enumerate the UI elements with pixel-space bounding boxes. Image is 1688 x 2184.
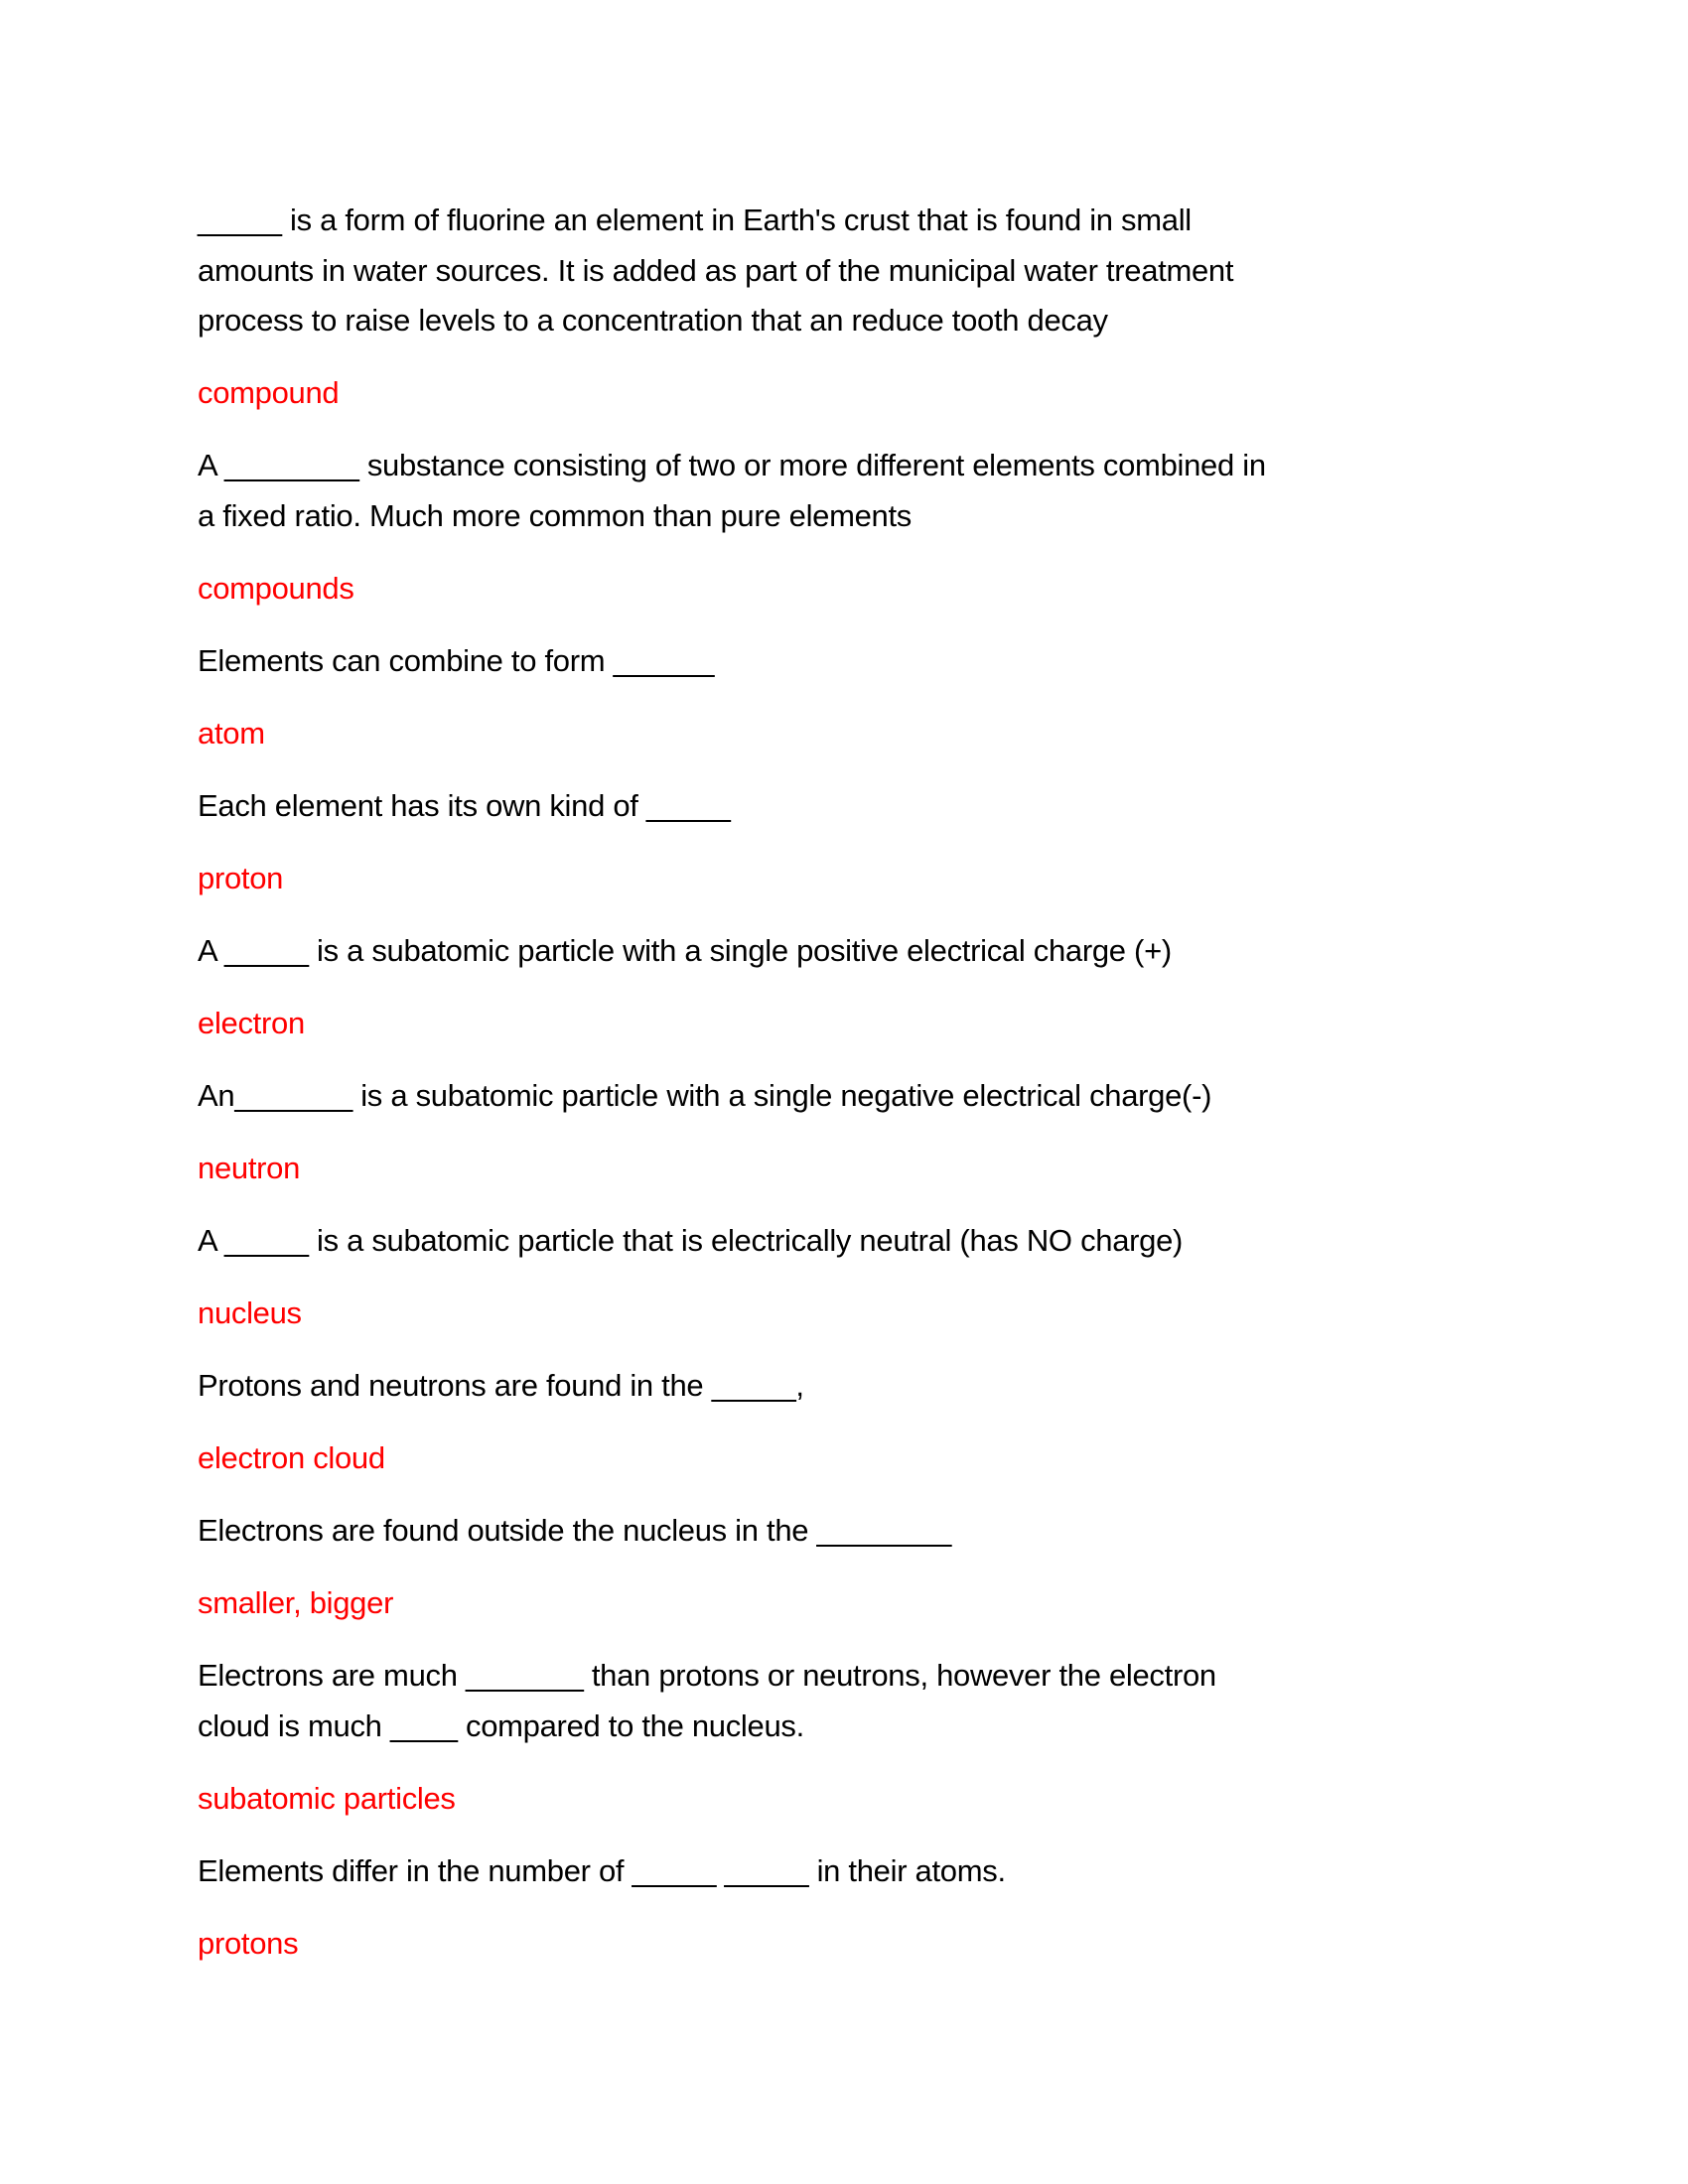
text-line: compound [198,375,340,411]
answer-text [198,1433,1508,1484]
text-line: subatomic particles [198,1780,456,1816]
question-text [198,1071,1508,1122]
text-line: A ________ substance consisting of two or more different elements combined in [198,448,1266,483]
text-line: proton [198,861,284,896]
question-text [198,636,1508,687]
answer-text [198,999,1508,1049]
text-line: An_______ is a subatomic particle with a single negative electrical charge(-) [198,1078,1212,1114]
question-text [198,1361,1508,1412]
question-text [198,1216,1508,1267]
text-line: a fixed ratio. Much more common than pure elements [198,498,913,534]
answer-text [198,1919,1508,1970]
text-line: A _____ is a subatomic particle that is electrically neutral (has NO charge) [198,1223,1184,1259]
document-page [198,196,1508,1991]
answer-text [198,1289,1508,1339]
text-line: nucleus [198,1296,302,1331]
text-line: protons [198,1925,299,1961]
text-line: smaller, bigger [198,1585,394,1621]
question-text [198,441,1508,541]
question-text [198,196,1508,346]
text-line: atom [198,716,265,751]
question-text [198,1846,1508,1897]
answer-text [198,709,1508,759]
answer-text [198,1144,1508,1194]
text-line: process to raise levels to a concentration that an reduce tooth decay [198,303,1108,339]
question-text [198,1506,1508,1557]
answer-text [198,368,1508,419]
text-line: cloud is much ____ compared to the nucleus. [198,1707,804,1743]
question-text [198,781,1508,832]
question-text [198,1651,1508,1751]
text-line: Protons and neutrons are found in the _____, [198,1368,804,1404]
text-line: Elements can combine to form ______ [198,643,715,679]
text-line: Elements differ in the number of _____ _____ in their atoms. [198,1852,1006,1888]
text-line: compounds [198,571,354,607]
text-line: A _____ is a subatomic particle with a single positive electrical charge (+) [198,933,1172,969]
text-line: Electrons are found outside the nucleus in the ________ [198,1513,952,1549]
text-line: electron cloud [198,1440,385,1476]
text-line: _____ is a form of fluorine an element in Earth's crust that is found in small [198,203,1192,237]
answer-text [198,1774,1508,1825]
text-line: electron [198,1006,305,1041]
text-line: Each element has its own kind of _____ [198,788,731,824]
answer-text [198,564,1508,614]
text-line: Electrons are much _______ than protons or neutrons, however the electron [198,1658,1216,1694]
text-line: amounts in water sources. It is added as part of the municipal water treatment [198,252,1234,288]
answer-text [198,854,1508,904]
question-text [198,926,1508,977]
text-line: neutron [198,1151,301,1186]
answer-text [198,1578,1508,1629]
